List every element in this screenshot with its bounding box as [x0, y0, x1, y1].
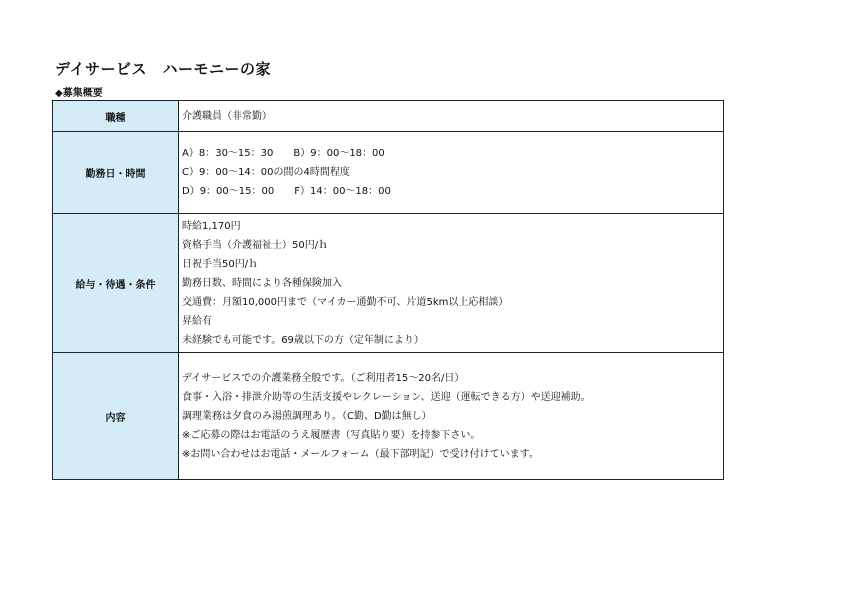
- value-line: 昇給有: [182, 315, 212, 327]
- recruitment-table: [52, 100, 724, 480]
- value-line: デイサービスでの介護業務全般です。（ご利用者15〜20名/日）: [182, 372, 465, 384]
- value-line: 資格手当（介護福祉士）50円/ｈ: [182, 239, 329, 251]
- page-title: デイサービス ハーモニーの家: [55, 60, 271, 78]
- row-value-work-hours: [179, 132, 724, 214]
- row-value-job-type: [179, 101, 724, 132]
- value-line: 食事・入浴・排泄介助等の生活支援やレクレーション、送迎（運転できる方）や送迎補助。: [182, 391, 591, 403]
- row-label-job-type: 職種: [53, 101, 179, 132]
- table-row-work-hours: [53, 132, 724, 214]
- value-line: 介護職員（非常勤）: [182, 110, 272, 122]
- row-value-salary: [179, 214, 724, 353]
- value-line: C）9：00〜14：00の間の4時間程度: [182, 167, 350, 178]
- value-line: ※お問い合わせはお電話・メールフォーム（最下部明記）で受け付けています。: [182, 448, 539, 460]
- row-value-duties: [179, 353, 724, 480]
- value-line: 交通費：月額10,000円まで（マイカー通勤不可、片道5km以上応相談）: [182, 296, 509, 308]
- value-line: 日祝手当50円/ｈ: [182, 258, 259, 270]
- value-line: 調理業務は夕食のみ湯煎調理あり。（C勤、D勤は無し）: [182, 410, 432, 422]
- row-label-work-hours: 勤務日・時間: [53, 132, 179, 214]
- row-label-duties: 内容: [53, 353, 179, 480]
- value-line: D）9：00〜15：00 F）14：00〜18：00: [182, 186, 391, 197]
- section-heading: ◆募集概要: [55, 88, 103, 99]
- value-line: 時給1,170円: [182, 220, 241, 232]
- row-label-salary: 給与・待遇・条件: [53, 214, 179, 353]
- value-line: 未経験でも可能です。69歳以下の方（定年制により）: [182, 334, 424, 346]
- value-line: ※ご応募の際はお電話のうえ履歴書（写真貼り要）を持参下さい。: [182, 429, 481, 441]
- table-row-duties: [53, 353, 724, 480]
- value-line: 勤務日数、時間により各種保険加入: [182, 277, 342, 289]
- table-row-job-type: [53, 101, 724, 132]
- value-line: A）8：30〜15：30 B）9：00〜18：00: [182, 148, 385, 159]
- table-row-salary: [53, 214, 724, 353]
